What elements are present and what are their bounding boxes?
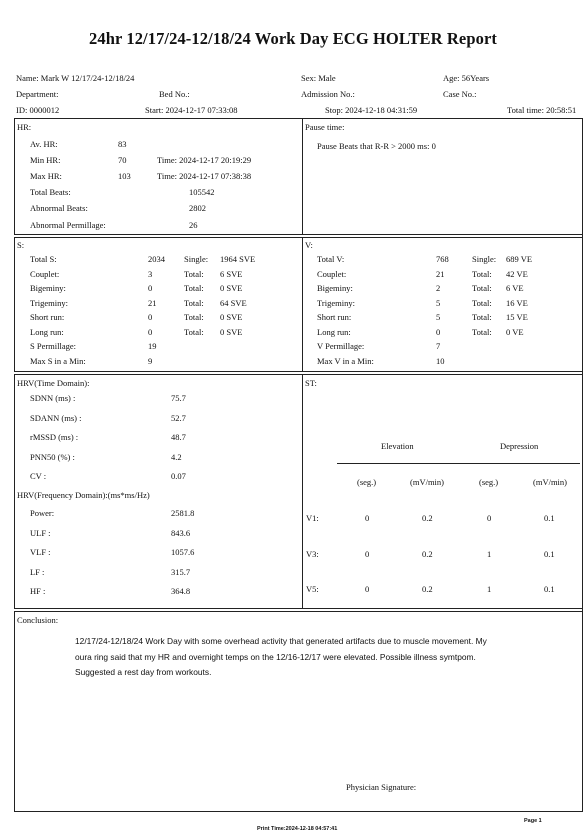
sv-section-box xyxy=(14,237,583,372)
v-row-value: 21 xyxy=(436,268,445,279)
max-hr-time: Time: 2024-12-17 07:38:38 xyxy=(157,171,252,181)
st-lead-label: V1: xyxy=(306,513,319,523)
patient-department: Department: xyxy=(16,89,59,99)
s-row-value: 2034 xyxy=(148,254,165,264)
s-row-total-value: 0 SVE xyxy=(220,283,243,293)
s-v-divider xyxy=(302,237,303,372)
v-row-total-value: 689 VE xyxy=(506,254,533,264)
avg-hr-value: 83 xyxy=(118,139,127,149)
s-row-total-value: 1964 SVE xyxy=(220,254,256,264)
v-header: V: xyxy=(305,240,313,250)
v-row-total-label: Total: xyxy=(472,297,492,308)
hrv-st-divider xyxy=(302,374,303,609)
s-row-value: 0 xyxy=(148,326,153,337)
st-header-rule xyxy=(337,463,580,464)
s-row-label: Bigeminy: xyxy=(30,283,66,293)
v-row-value: 7 xyxy=(436,341,441,351)
s-row-value: 9 xyxy=(148,355,153,366)
v-row-total-value: 6 VE xyxy=(506,283,524,293)
hr-pause-divider xyxy=(302,118,303,235)
pause-beats-text: Pause Beats that R-R > 2000 ms: 0 xyxy=(317,141,436,151)
s-row-value: 19 xyxy=(148,341,157,351)
s-row-value: 3 xyxy=(148,268,153,279)
hrv-freq-value: 1057.6 xyxy=(171,547,195,557)
physician-signature-label: Physician Signature: xyxy=(346,782,417,792)
min-hr-time: Time: 2024-12-17 20:19:29 xyxy=(157,155,252,165)
hrv-time-label: SDANN (ms) : xyxy=(30,412,82,423)
v-row-value: 768 xyxy=(436,254,449,264)
s-row-total-value: 0 SVE xyxy=(220,312,243,322)
st-dep-seg-value: 1 xyxy=(487,584,492,594)
abnormal-beats-label: Abnormal Beats: xyxy=(30,203,88,213)
patient-id: ID: 0000012 xyxy=(16,105,60,115)
st-header: ST: xyxy=(305,378,317,388)
st-dep-mv-col: (mV/min) xyxy=(533,477,567,487)
conclusion-header: Conclusion: xyxy=(17,615,59,625)
v-row-value: 2 xyxy=(436,283,441,293)
st-elev-mv-col: (mV/min) xyxy=(410,477,444,487)
hrv-freq-value: 843.6 xyxy=(171,527,191,538)
v-row-total-value: 42 VE xyxy=(506,268,528,279)
hrv-time-value: 52.7 xyxy=(171,412,186,423)
s-row-total-value: 0 SVE xyxy=(220,326,243,337)
st-dep-mv-value: 0.1 xyxy=(544,584,555,594)
patient-admission: Admission No.: xyxy=(301,89,355,99)
v-row-total-label: Total: xyxy=(472,312,492,322)
patient-name: Name: Mark W 12/17/24-12/18/24 xyxy=(16,73,135,83)
total-beats-label: Total Beats: xyxy=(30,187,71,197)
hrv-freq-header: HRV(Frequency Domain):(ms*ms/Hz) xyxy=(17,490,150,500)
st-depression-label: Depression xyxy=(500,441,539,451)
hr-section-box xyxy=(14,118,583,235)
page-number: Page 1 xyxy=(524,818,542,824)
v-row-total-label: Total: xyxy=(472,268,492,279)
min-hr-label: Min HR: xyxy=(30,155,61,165)
s-row-label: Trigeminy: xyxy=(30,297,68,308)
s-header: S: xyxy=(17,240,25,250)
st-elev-seg-value: 0 xyxy=(365,513,370,523)
st-dep-seg-value: 1 xyxy=(487,548,492,559)
report-title: 24hr 12/17/24-12/18/24 Work Day ECG HOLTER Report xyxy=(89,29,497,48)
st-elev-seg-value: 0 xyxy=(365,548,370,559)
s-row-label: Long run: xyxy=(30,326,64,337)
v-row-label: Bigeminy: xyxy=(317,283,353,293)
hrv-freq-label: ULF : xyxy=(30,527,51,538)
s-row-total-label: Total: xyxy=(184,283,204,293)
s-row-value: 21 xyxy=(148,297,157,308)
s-row-total-label: Total: xyxy=(184,268,204,279)
s-row-total-label: Total: xyxy=(184,312,204,322)
st-elevation-label: Elevation xyxy=(381,441,414,451)
v-row-total-value: 15 VE xyxy=(506,312,528,322)
v-row-label: Short run: xyxy=(317,312,352,322)
s-row-label: Max S in a Min: xyxy=(30,355,86,366)
v-row-total-value: 0 VE xyxy=(506,326,524,337)
hrv-time-label: rMSSD (ms) : xyxy=(30,432,79,442)
total-time: Total time: 20:58:51 xyxy=(507,105,577,115)
v-row-label: Trigeminy: xyxy=(317,297,355,308)
s-row-label: Short run: xyxy=(30,312,65,322)
st-elev-seg-value: 0 xyxy=(365,584,370,594)
hrv-time-value: 4.2 xyxy=(171,451,182,462)
v-row-value: 5 xyxy=(436,312,441,322)
conclusion-text: 12/17/24-12/18/24 Work Day with some overhead activity that generated artifacts due to muscle movement. My oura ring said that my HR and overnight temps on the 12/16-12/17 were elevated. Possible illness symtpom. Suggested a rest day from workouts. xyxy=(75,636,487,677)
hrv-freq-label: VLF : xyxy=(30,547,51,557)
v-row-value: 5 xyxy=(436,297,441,308)
hrv-freq-value: 315.7 xyxy=(171,566,191,577)
st-elev-mv-value: 0.2 xyxy=(422,513,433,523)
v-row-total-label: Single: xyxy=(472,254,497,264)
v-row-value: 10 xyxy=(436,355,445,366)
avg-hr-label: Av. HR: xyxy=(30,139,58,149)
hrv-time-label: PNN50 (%) : xyxy=(30,451,75,462)
hrv-time-label: CV : xyxy=(30,471,47,481)
hrv-time-label: SDNN (ms) : xyxy=(30,393,76,403)
recording-stop: Stop: 2024-12-18 04:31:59 xyxy=(325,105,418,115)
max-hr-value: 103 xyxy=(118,171,131,181)
v-row-label: Couplet: xyxy=(317,268,347,279)
hrv-freq-value: 2581.8 xyxy=(171,508,195,518)
pause-header: Pause time: xyxy=(305,122,345,132)
max-hr-label: Max HR: xyxy=(30,171,62,181)
abnormal-beats-value: 2802 xyxy=(189,203,206,213)
st-dep-seg-col: (seg.) xyxy=(479,477,499,487)
abnormal-permillage-label: Abnormal Permillage: xyxy=(30,220,106,230)
v-row-value: 0 xyxy=(436,326,441,337)
patient-bed: Bed No.: xyxy=(159,89,190,99)
hrv-freq-label: LF : xyxy=(30,566,45,577)
s-row-label: Total S: xyxy=(30,254,57,264)
patient-age: Age: 56Years xyxy=(443,73,490,83)
print-time: Print Time:2024-12-18 04:57:41 xyxy=(257,826,338,832)
hrv-freq-label: HF : xyxy=(30,586,46,596)
min-hr-value: 70 xyxy=(118,155,127,165)
s-row-total-label: Total: xyxy=(184,297,204,308)
s-row-total-value: 64 SVE xyxy=(220,297,247,308)
abnormal-permillage-value: 26 xyxy=(189,220,198,230)
s-row-label: S Permillage: xyxy=(30,341,77,351)
st-lead-label: V5: xyxy=(306,584,319,594)
v-row-label: Max V in a Min: xyxy=(317,355,374,366)
patient-case: Case No.: xyxy=(443,89,477,99)
v-row-label: V Permillage: xyxy=(317,341,365,351)
hrv-freq-label: Power: xyxy=(30,508,55,518)
s-row-total-label: Total: xyxy=(184,326,204,337)
s-row-value: 0 xyxy=(148,312,153,322)
s-row-total-value: 6 SVE xyxy=(220,268,243,279)
hr-header: HR: xyxy=(17,122,32,132)
v-row-total-label: Total: xyxy=(472,283,492,293)
st-dep-mv-value: 0.1 xyxy=(544,513,555,523)
s-row-total-label: Single: xyxy=(184,254,209,264)
v-row-label: Long run: xyxy=(317,326,351,337)
st-elev-seg-col: (seg.) xyxy=(357,477,377,487)
hrv-time-value: 75.7 xyxy=(171,393,186,403)
hrv-time-header: HRV(Time Domain): xyxy=(17,378,90,388)
v-row-label: Total V: xyxy=(317,254,345,264)
st-dep-mv-value: 0.1 xyxy=(544,548,555,559)
recording-start: Start: 2024-12-17 07:33:08 xyxy=(145,105,238,115)
hrv-freq-value: 364.8 xyxy=(171,586,191,596)
st-dep-seg-value: 0 xyxy=(487,513,492,523)
st-lead-label: V3: xyxy=(306,548,319,559)
v-row-total-label: Total: xyxy=(472,326,492,337)
total-beats-value: 105542 xyxy=(189,187,215,197)
hrv-time-value: 0.07 xyxy=(171,471,186,481)
hrv-time-value: 48.7 xyxy=(171,432,186,442)
s-row-label: Couplet: xyxy=(30,268,60,279)
st-elev-mv-value: 0.2 xyxy=(422,584,433,594)
patient-sex: Sex: Male xyxy=(301,73,336,83)
st-elev-mv-value: 0.2 xyxy=(422,548,433,559)
v-row-total-value: 16 VE xyxy=(506,297,528,308)
s-row-value: 0 xyxy=(148,283,153,293)
